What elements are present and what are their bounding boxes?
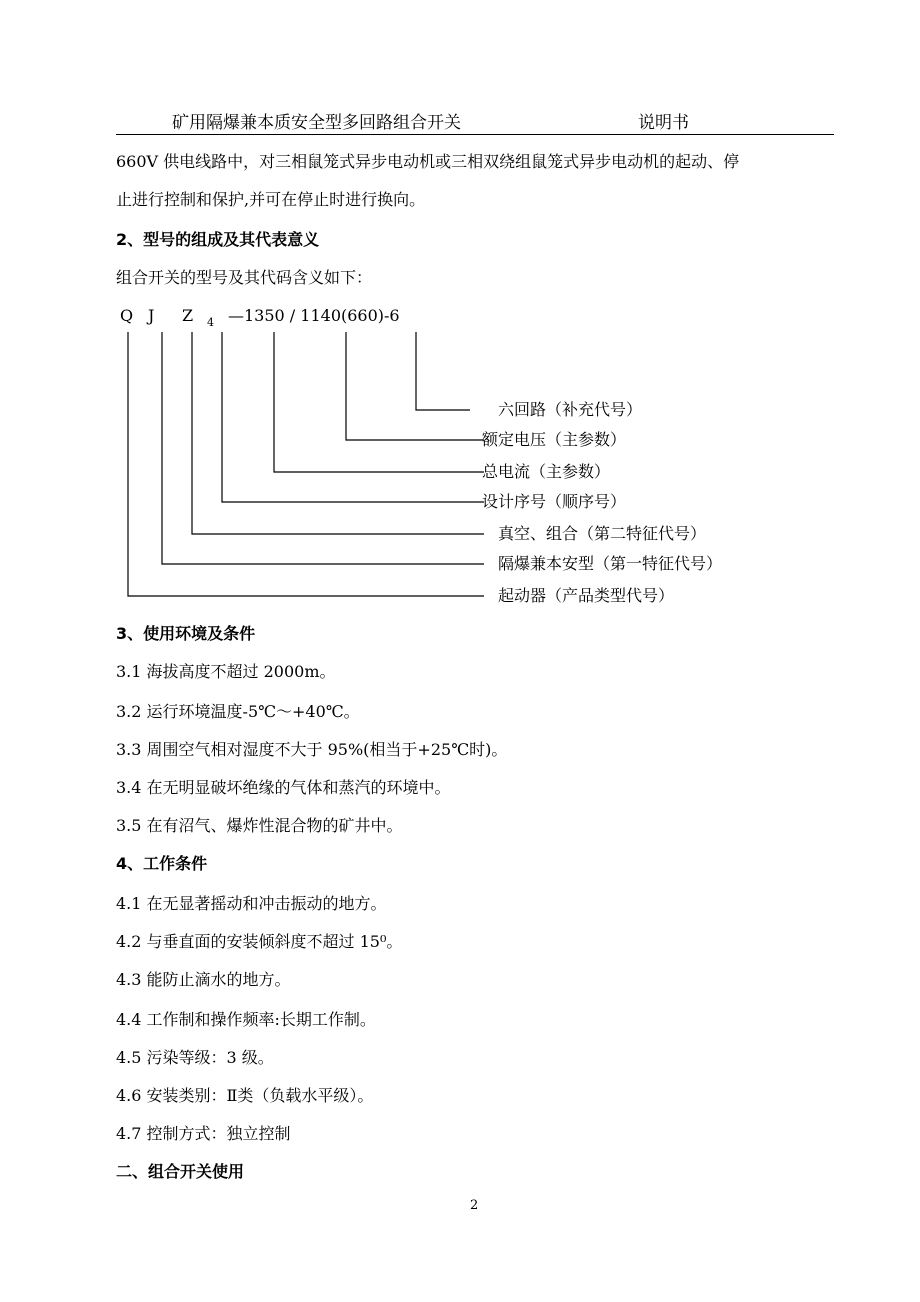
section-4-item: 4.6 安装类别：Ⅱ类（负载水平级）。 [116,1086,374,1105]
section-4-item: 4.4 工作制和操作频率:长期工作制。 [116,1010,376,1029]
section-3-item: 3.5 在有沼气、爆炸性混合物的矿井中。 [116,816,403,835]
section-4-item: 4.2 与垂直面的安装倾斜度不超过 15⁰。 [116,932,403,951]
model-code-subscript: 4 [207,316,214,329]
legend-rated-voltage: 额定电压（主参数） [482,430,627,449]
intro-line-2: 止进行控制和保护,并可在停止时进行换向。 [116,190,426,209]
header-doc-type: 说明书 [638,113,689,133]
connector-six-circuit [416,332,470,410]
connector-rated-voltage [346,332,484,440]
section-4-item: 4.1 在无显著摇动和冲击振动的地方。 [116,894,387,913]
section-3-item: 3.2 运行环境温度-5℃～+40℃。 [116,702,360,721]
section-4-heading: 4、工作条件 [116,854,208,873]
legend-total-current: 总电流（主参数） [482,462,611,481]
page-header [116,108,834,135]
intro-line-1: 660V 供电线路中，对三相鼠笼式异步电动机或三相双绕组鼠笼式异步电动机的起动、停 [116,152,740,171]
legend-vacuum-combination: 真空、组合（第二特征代号） [498,524,707,543]
section-2-intro: 组合开关的型号及其代码含义如下： [116,268,373,287]
section-4-item: 4.3 能防止滴水的地方。 [116,970,291,989]
section-3-heading: 3、使用环境及条件 [116,624,256,643]
section-3-item: 3.3 周围空气相对湿度不大于 95%(相当于+25℃时)。 [116,740,508,759]
legend-starter: 起动器（产品类型代号） [498,586,675,605]
model-code-z: Z [182,306,194,325]
connector-design-serial [222,332,484,502]
legend-explosion-proof: 隔爆兼本安型（第一特征代号） [498,554,723,573]
section-3-item: 3.4 在无明显破坏绝缘的气体和蒸汽的环境中。 [116,778,451,797]
header-title: 矿用隔爆兼本质安全型多回路组合开关 [172,113,461,133]
section-4-item: 4.7 控制方式：独立控制 [116,1124,291,1143]
section-4-item: 4.5 污染等级：3 级。 [116,1048,274,1067]
model-code-rest: —1350 / 1140(660)-6 [228,306,400,325]
connector-explosion-proof [162,332,484,564]
model-code-j: J [148,306,155,325]
connector-total-current [274,332,484,472]
section-2-heading: 2、型号的组成及其代表意义 [116,230,320,249]
model-code-q: Q [120,306,134,325]
connector-vacuum-combination [192,332,484,534]
model-code-diagram [0,0,920,620]
legend-design-serial: 设计序号（顺序号） [482,492,627,511]
chapter-2-heading: 二、组合开关使用 [116,1162,245,1181]
connector-starter [128,332,484,596]
section-3-item: 3.1 海拔高度不超过 2000m。 [116,662,336,681]
page-number: 2 [470,1198,479,1213]
legend-six-circuit: 六回路（补充代号） [498,400,643,419]
